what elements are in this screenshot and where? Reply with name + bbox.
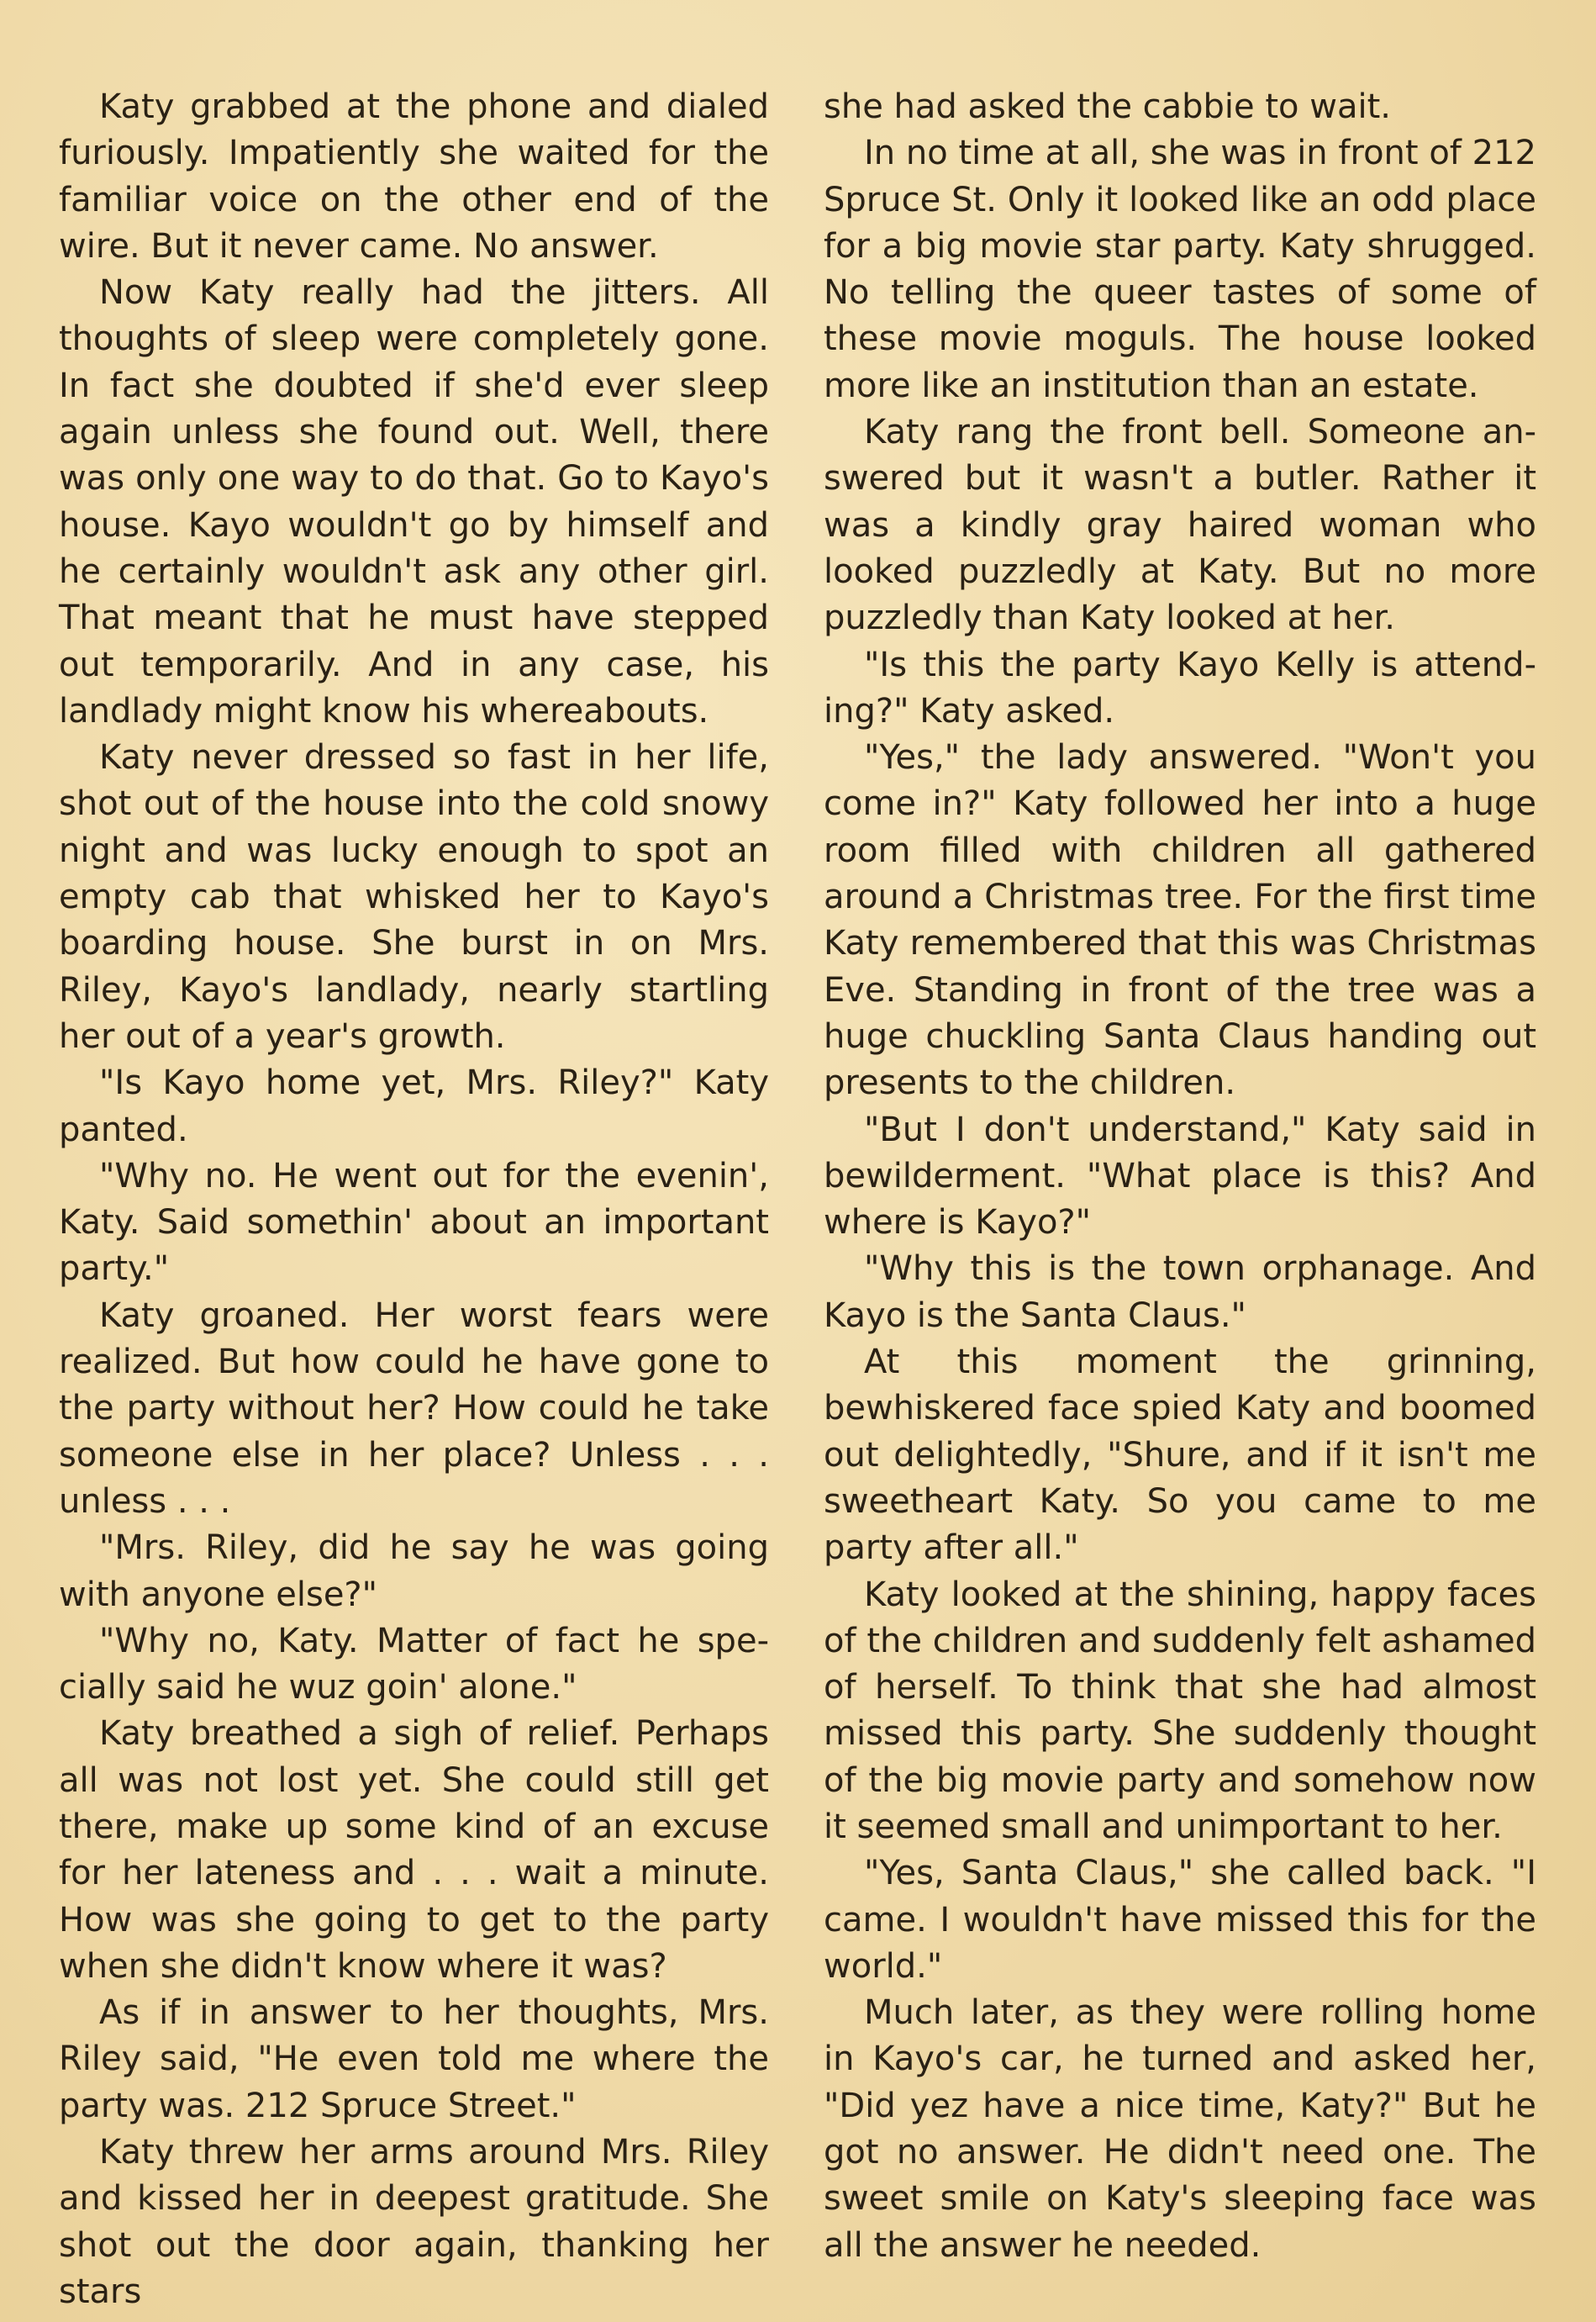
paragraph: Katy never dressed so fast in her life, shot out of the house into the cold snowy night and was lucky enough to spot an empty cab that whisked her to Kayo's boarding house. She burst in on Mrs. Riley, Kayo's landlady, nearly startling her out of a year's growth. xyxy=(59,738,769,1056)
paragraph: "Mrs. Riley, did he say he was going with anyone else?" xyxy=(59,1528,769,1614)
paragraph: "Yes, Santa Claus," she called back. "I came. I wouldn't have missed this for the world." xyxy=(824,1854,1536,1986)
paragraph: "Why no, Katy. Matter of fact he specially said he wuz goin' alone." xyxy=(59,1621,769,1707)
paragraph: In no time at all, she was in front of 212 Spruce St. Only it looked like an odd place for a big movie star party. Katy shrugged. No telling the queer tastes of some of these movie moguls. The house looked more like an institution than an estate. xyxy=(824,134,1536,405)
paragraph: "Is this the party Kayo Kelly is attending?" Katy asked. xyxy=(824,645,1536,731)
paragraph: Katy groaned. Her worst fears were realized. But how could he have gone to the party without her? How could he take someone else in her place? Unless . . . unless . . . xyxy=(59,1296,769,1521)
paragraph: Much later, as they were rolling home in Kayo's car, he turned and asked her, "Did yez have a nice time, Katy?" But he got no answer. He didn't need one. The sweet smile on Katy's sleeping face was all the answer he needed. xyxy=(824,1993,1536,2265)
left-column xyxy=(59,84,769,2315)
paragraph: Now Katy really had the jitters. All thoughts of sleep were completely gone. In fact she doubted if she'd ever sleep again unless she found out. Well, there was only one way to do that. Go to Kayo's house. Kayo wouldn't go by himself and he certainly wouldn't ask any other girl. That meant that he must have stepped out temporarily. And in any case, his landlady might know his whereabouts. xyxy=(59,273,769,731)
paragraph: As if in answer to her thoughts, Mrs. Riley said, "He even told me where the party was. 212 Spruce Street." xyxy=(59,1993,769,2125)
paragraph: Katy threw her arms around Mrs. Riley and kissed her in deepest gratitude. She shot out the door again, thanking her stars xyxy=(59,2133,769,2311)
paragraph: Katy breathed a sigh of relief. Perhaps all was not lost yet. She could still get there, make up some kind of an excuse for her lateness and . . . wait a minute. How was she going to get to the party when she didn't know where it was? xyxy=(59,1714,769,1986)
paragraph: "Why no. He went out for the evenin', Katy. Said somethin' about an important party." xyxy=(59,1156,769,1289)
paragraph: "Is Kayo home yet, Mrs. Riley?" Katy panted. xyxy=(59,1063,769,1149)
right-column xyxy=(824,84,1536,2269)
paragraph: she had asked the cabbie to wait. xyxy=(824,87,1391,126)
paragraph: "Why this is the town orphanage. And Kayo is the Santa Claus." xyxy=(824,1249,1536,1335)
paragraph: "But I don't understand," Katy said in bewilderment. "What place is this? And where is Kayo?" xyxy=(824,1110,1536,1243)
paragraph: Katy grabbed at the phone and dialed furiously. Impatiently she waited for the familiar voice on the other end of the wire. But it never came. No answer. xyxy=(59,87,769,266)
paragraph: Katy rang the front bell. Someone answered but it wasn't a butler. Rather it was a kindly gray haired woman who looked puzzledly at Katy. But no more puzzledly than Katy looked at her. xyxy=(824,413,1536,638)
paragraph: At this moment the grinning, bewhiskered face spied Katy and boomed out delightedly, "Shure, and if it isn't me sweetheart Katy. So you came to me party after all." xyxy=(824,1343,1536,1568)
paragraph: Katy looked at the shining, happy faces of the children and suddenly felt ashamed of herself. To think that she had almost missed this party. She suddenly thought of the big movie party and somehow now it seemed small and unimportant to her. xyxy=(824,1575,1536,1846)
paragraph: "Yes," the lady answered. "Won't you come in?" Katy followed her into a huge room filled with children all gathered around a Christmas tree. For the first time Katy remembered that this was Christmas Eve. Standing in front of the tree was a huge chuckling Santa Claus handing out presents to the children. xyxy=(824,738,1536,1103)
